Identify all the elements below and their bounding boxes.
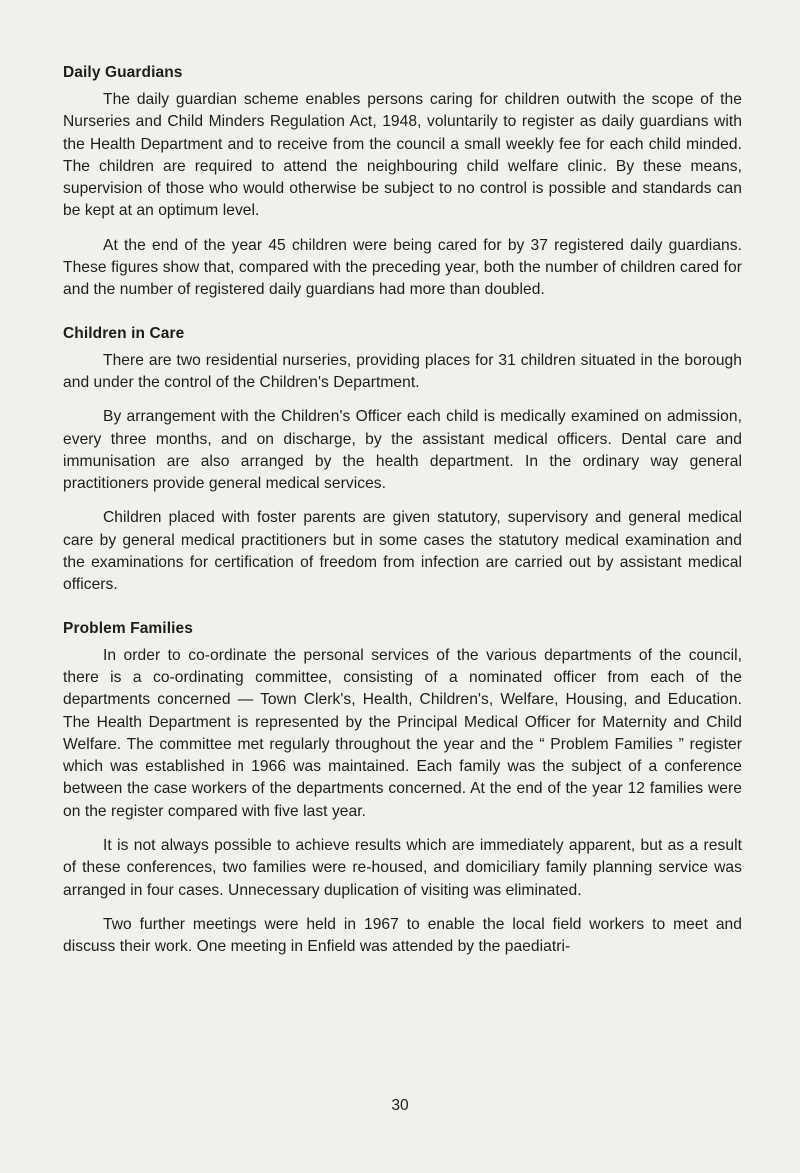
section-heading: Daily Guardians bbox=[63, 64, 183, 81]
paragraph: It is not always possible to achieve results which are immediately apparent, but as a result of these conferences, two families were re-housed, and domiciliary family planning service was arranged in four cases. Unnecessary duplication of visiting was eliminated. bbox=[63, 837, 742, 899]
paragraph: Two further meetings were held in 1967 to enable the local field workers to meet and discuss their work. One meeting in Enfield was attended by the paediatri- bbox=[63, 915, 742, 956]
page-number: 30 bbox=[391, 1097, 409, 1114]
section-daily-guardians bbox=[63, 62, 742, 302]
section-problem-families bbox=[63, 618, 742, 959]
paragraph: The daily guardian scheme enables persons caring for children outwith the scope of the Nurseries and Child Minders Regulation Act, 1948, voluntarily to register as daily guardians with the Health Department and to receive from the council a small weekly fee for each child minded. The children are required to attend the neighbouring child welfare clinic. By these means, supervision of those who would otherwise be subject to no control is possible and standards can be kept at an optimum level. bbox=[63, 91, 742, 220]
paragraph: In order to co-ordinate the personal services of the various departments of the council, there is a co-ordinating committee, consisting of a nominated officer from each of the departments concerned — Town Clerk's, Health, Children's, Welfare, Housing, and Education. The Health Department is represented by the Principal Medical Officer for Maternity and Child Welfare. The committee met regularly throughout the year and the “ Problem Families ” register which was established in 1966 was maintained. Each family was the subject of a conference between the case workers of the departments concerned. At the end of the year 12 families were on the register compared with five last year. bbox=[63, 646, 742, 820]
paragraph: At the end of the year 45 children were being cared for by 37 registered daily guardians. These figures show that, compared with the preceding year, both the number of children cared for and the number of registered daily guardians had more than doubled. bbox=[63, 236, 742, 299]
section-heading: Children in Care bbox=[63, 324, 185, 342]
paragraph: By arrangement with the Children's Officer each child is medically examined on admission, every three months, and on discharge, by the assistant medical officers. Dental care and immunisation are also arranged by the health department. In the ordinary way general practitioners provide general medical services. bbox=[63, 408, 742, 493]
section-children-in-care bbox=[63, 323, 742, 597]
paragraph: There are two residential nurseries, providing places for 31 children situated in the borough and under the control of the Children's Department. bbox=[63, 351, 742, 391]
section-heading: Problem Families bbox=[63, 619, 193, 637]
paragraph: Children placed with foster parents are given statutory, supervisory and general medical care by general medical practitioners but in some cases the statutory medical examination and the examinations for certification of freedom from infection are carried out by assistant medical officers. bbox=[63, 509, 742, 594]
